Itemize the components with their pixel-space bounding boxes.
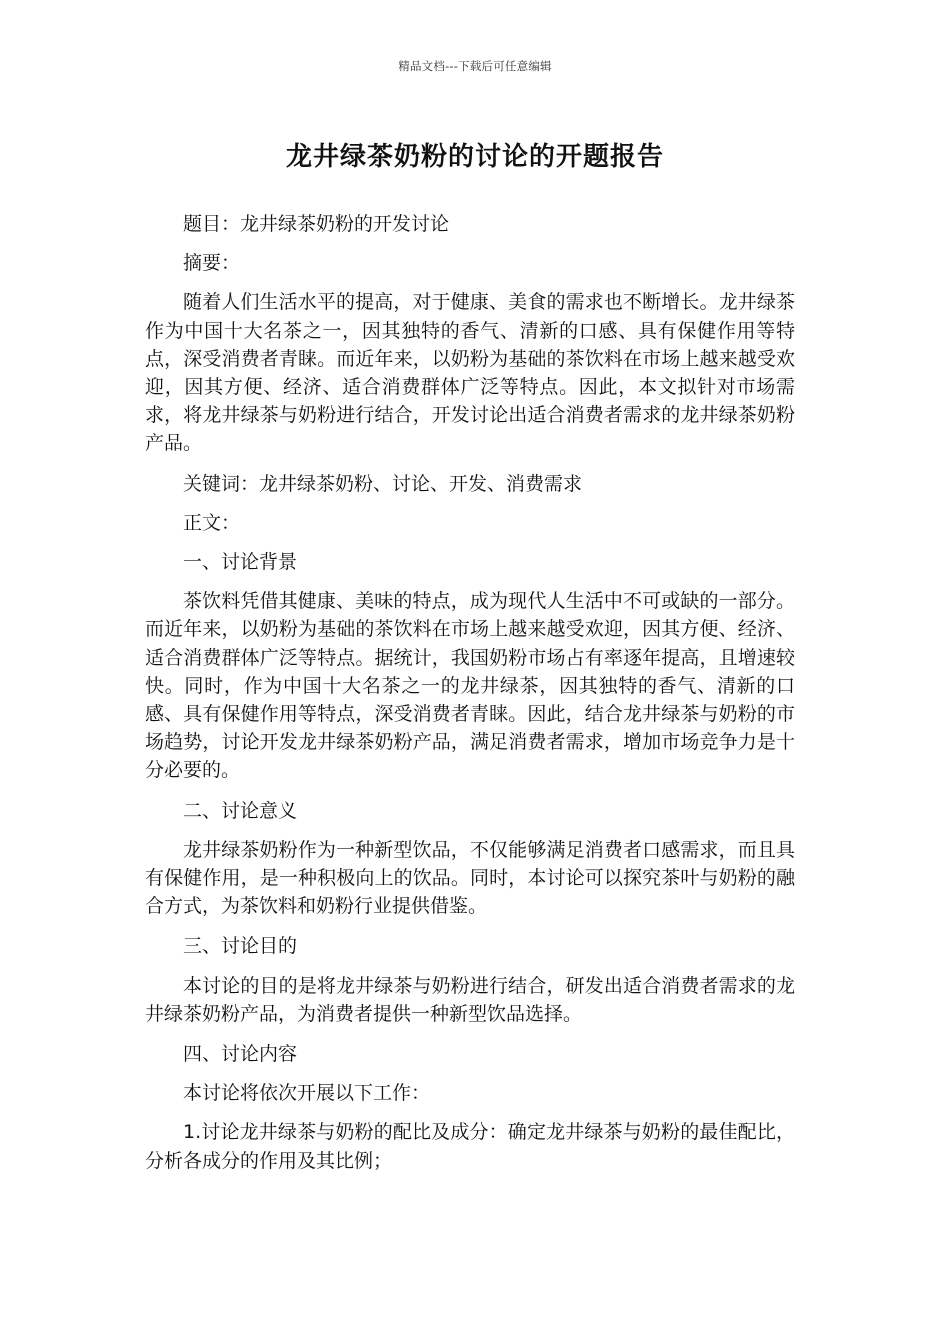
main-text-label: 正文： [183,511,241,534]
keywords-line: 关键词：龙井绿茶奶粉、讨论、开发、消费需求 [183,472,583,495]
content-item-1: 1.讨论龙井绿茶与奶粉的配比及成分：确定龙井绿茶与奶粉的最佳配比，分析各成分的作用及其比例； [145,1121,795,1172]
document-body [145,210,795,1187]
document-title: 龙井绿茶奶粉的讨论的开题报告 [285,142,664,172]
abstract-paragraph: 随着人们生活水平的提高，对于健康、美食的需求也不断增长。龙井绿茶作为中国十大名茶之一，因其独特的香气、清新的口感、具有保健作用等特点，深受消费者青睐。而近年来，以奶粉为基础的茶饮料在市场上越来越受欢迎，因其方便、经济、适合消费群体广泛等特点。因此，本文拟针对市场需求，将龙井绿茶与奶粉进行结合，开发讨论出适合消费者需求的龙井绿茶奶粉产品。 [145,291,795,455]
header-note: 精品文档---下载后可任意编辑 [398,59,552,73]
section-heading-significance: 二、讨论意义 [183,799,298,822]
background-paragraph: 茶饮料凭借其健康、美味的特点，成为现代人生活中不可或缺的一部分。而近年来，以奶粉为基础的茶饮料在市场上越来越受欢迎，因其方便、经济、适合消费群体广泛等特点。据统计，我国奶粉市场占有率逐年提高，且增速较快。同时，作为中国十大名茶之一的龙井绿茶，因其独特的香气、清新的口感、具有保健作用等特点，深受消费者青睐。因此，结合龙井绿茶与奶粉的市场趋势，讨论开发龙井绿茶奶粉产品，满足消费者需求，增加市场竞争力是十分必要的。 [145,590,795,782]
section-heading-background: 一、讨论背景 [183,551,298,574]
section-heading-purpose: 三、讨论目的 [183,935,298,958]
section-heading-content: 四、讨论内容 [183,1043,298,1066]
significance-paragraph: 龙井绿茶奶粉作为一种新型饮品，不仅能够满足消费者口感需求，而且具有保健作用，是一种积极向上的饮品。同时，本讨论可以探究茶叶与奶粉的融合方式，为茶饮料和奶粉行业提供借鉴。 [145,838,795,918]
topic-line: 题目：龙井绿茶奶粉的开发讨论 [183,213,450,235]
purpose-paragraph: 本讨论的目的是将龙井绿茶与奶粉进行结合，研发出适合消费者需求的龙井绿茶奶粉产品，为消费者提供一种新型饮品选择。 [145,974,795,1025]
content-intro: 本讨论将依次开展以下工作： [183,1082,431,1105]
abstract-label: 摘要： [183,252,241,275]
